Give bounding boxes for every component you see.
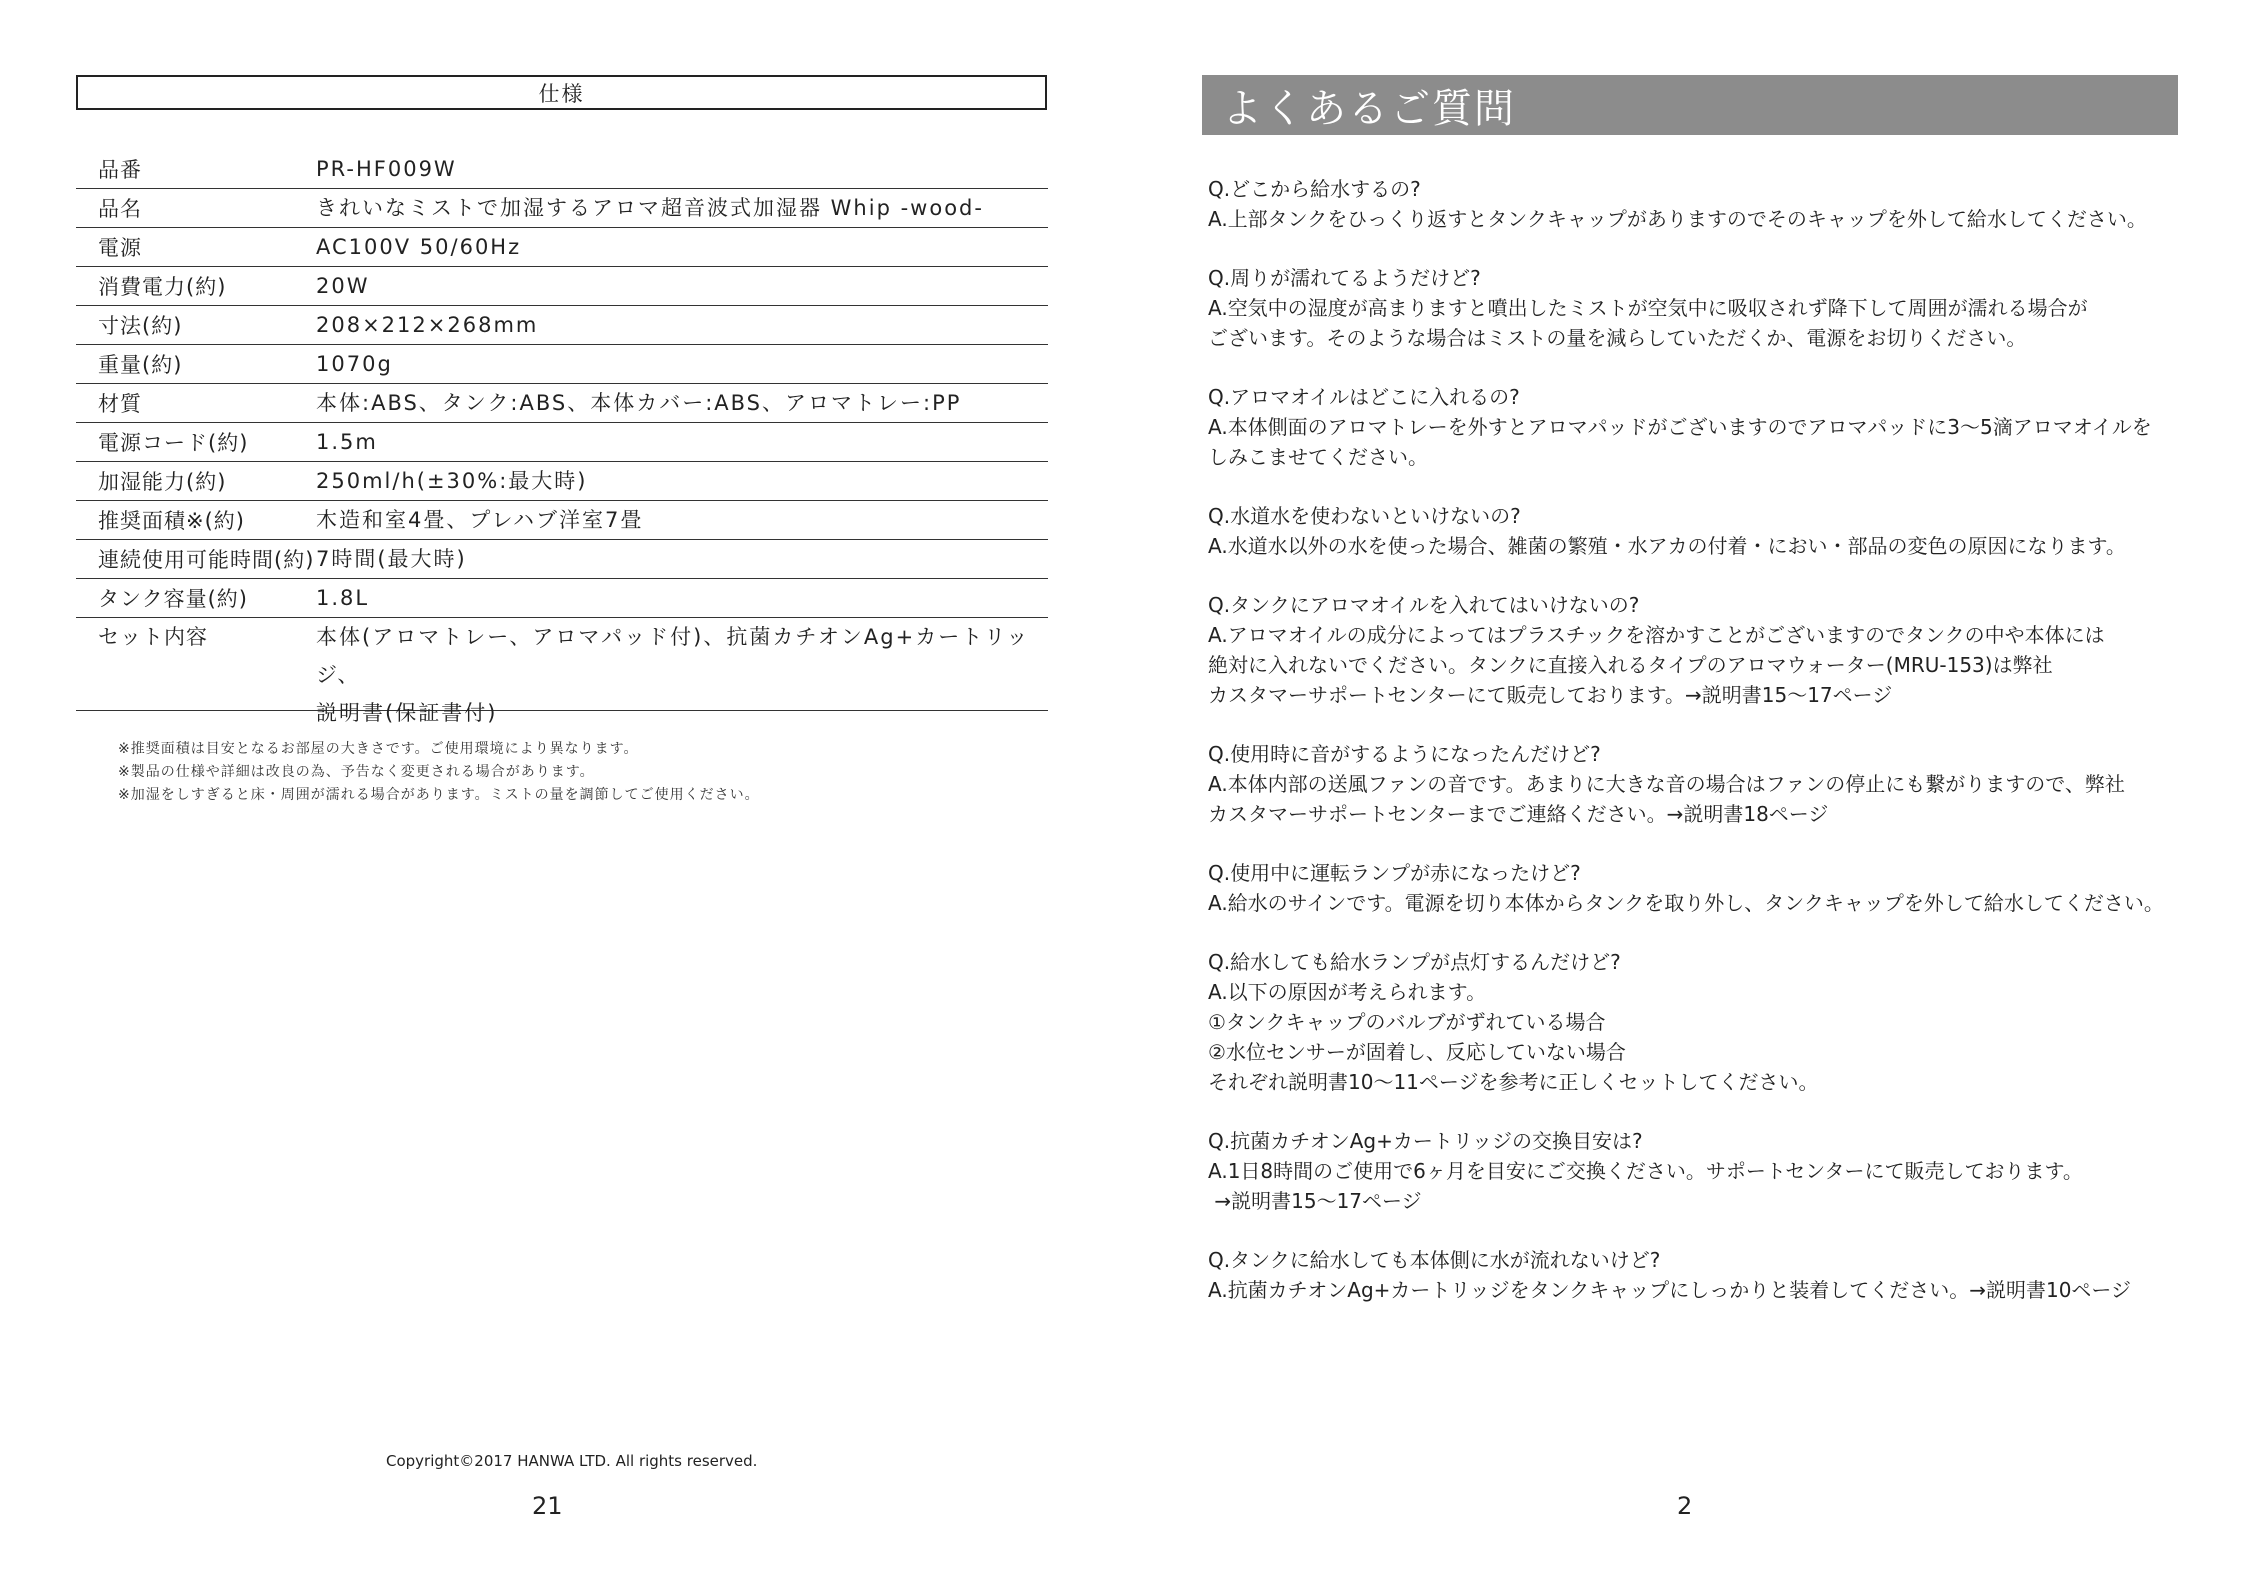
answer-line: ②水位センサーが固着し、反応していない場合 <box>1208 1040 1626 1064</box>
spec-label: 消費電力(約) <box>98 275 227 299</box>
faq-item <box>1208 590 2188 710</box>
faq-question: Q.タンクに給水しても本体側に水が流れないけど? <box>1208 1248 1661 1272</box>
faq-header: よくあるご質問 <box>1202 75 2178 135</box>
spec-value: きれいなミストで加湿するアロマ超音波式加湿器 Whip -wood- <box>316 196 984 220</box>
spec-row <box>76 384 1048 423</box>
right-page <box>1122 0 2245 1587</box>
spec-value: 7時間(最大時) <box>316 547 467 571</box>
spec-label: 品番 <box>98 158 142 182</box>
spec-value: 1.8L <box>316 586 370 610</box>
faq-answer <box>1208 293 2188 353</box>
faq-question: Q.アロマオイルはどこに入れるの? <box>1208 385 1520 409</box>
spec-label: 品名 <box>98 197 142 221</box>
set-contents-line: 本体(アロマトレー、アロマパッド付)、抗菌カチオンAg+カートリッジ、 <box>316 625 1030 687</box>
footnote: ※推奨面積は目安となるお部屋の大きさです。ご使用環境により異なります。 <box>118 741 639 757</box>
answer-line: しみこませてください。 <box>1208 445 1428 469</box>
answer-line: A.本体内部の送風ファンの音です。あまりに大きな音の場合はファンの停止にも繋がりますので、弊社 <box>1208 772 2125 796</box>
answer-line: カスタマーサポートセンターにて販売しております。→説明書15〜17ページ <box>1208 683 1893 707</box>
answer-line: A.アロマオイルの成分によってはプラスチックを溶かすことがございますのでタンクの中や本体には <box>1208 623 2105 647</box>
spec-label: 加湿能力(約) <box>98 470 227 494</box>
spec-row <box>76 306 1048 345</box>
faq-list <box>1208 174 2188 1334</box>
faq-item <box>1208 174 2188 234</box>
spec-label: 連続使用可能時間(約) <box>98 548 315 572</box>
spec-label: 電源 <box>98 236 142 260</box>
faq-answer <box>1208 1156 2188 1216</box>
spec-row <box>76 423 1048 462</box>
faq-item <box>1208 858 2188 918</box>
answer-line: カスタマーサポートセンターまでご連絡ください。→説明書18ページ <box>1208 802 1829 826</box>
spec-value <box>316 618 1048 732</box>
spec-value: 250ml/h(±30%:最大時) <box>316 469 588 493</box>
faq-answer <box>1208 977 2188 1097</box>
spec-label: 材質 <box>98 392 142 416</box>
faq-question: Q.水道水を使わないといけないの? <box>1208 504 1521 528</box>
spec-row-set-contents <box>76 618 1048 725</box>
faq-question: Q.使用中に運転ランプが赤になったけど? <box>1208 861 1581 885</box>
left-page <box>0 0 1122 1587</box>
faq-question: Q.給水しても給水ランプが点灯するんだけど? <box>1208 950 1621 974</box>
faq-item <box>1208 947 2188 1097</box>
spec-row <box>76 345 1048 384</box>
faq-answer <box>1208 620 2188 710</box>
spec-value: 木造和室4畳、プレハブ洋室7畳 <box>316 508 644 532</box>
answer-line: A.1日8時間のご使用で6ヶ月を目安にご交換ください。サポートセンターにて販売しております。 <box>1208 1159 2083 1183</box>
spec-label: 重量(約) <box>98 353 183 377</box>
answer-line: A.給水のサインです。電源を切り本体からタンクを取り外し、タンクキャップを外して給水してください。 <box>1208 891 2164 915</box>
faq-answer <box>1208 769 2188 829</box>
answer-line: それぞれ説明書10〜11ページを参考に正しくセットしてください。 <box>1208 1070 1819 1094</box>
answer-line: →説明書15〜17ページ <box>1208 1189 1422 1213</box>
faq-answer <box>1208 1275 2188 1305</box>
spec-value: 208×212×268mm <box>316 313 539 337</box>
faq-question: Q.どこから給水するの? <box>1208 177 1421 201</box>
faq-item <box>1208 1245 2188 1305</box>
spec-table <box>76 150 1048 725</box>
faq-question: Q.抗菌カチオンAg+カートリッジの交換目安は? <box>1208 1129 1643 1153</box>
answer-line: ございます。そのような場合はミストの量を減らしていただくか、電源をお切りください。 <box>1208 326 2027 350</box>
faq-question: Q.周りが濡れてるようだけど? <box>1208 266 1481 290</box>
spec-label: 推奨面積※(約) <box>98 509 245 533</box>
spec-row <box>76 228 1048 267</box>
spec-title: 仕様 <box>76 75 1047 110</box>
faq-item <box>1208 501 2188 561</box>
footnotes <box>118 738 760 807</box>
page-number: 21 <box>532 1492 563 1520</box>
spec-value: 20W <box>316 274 370 298</box>
faq-answer <box>1208 888 2188 918</box>
spec-value: 1.5m <box>316 430 378 454</box>
spec-label: セット内容 <box>98 625 208 649</box>
answer-line: A.以下の原因が考えられます。 <box>1208 980 1487 1004</box>
spec-row <box>76 189 1048 228</box>
spec-label: 電源コード(約) <box>98 431 249 455</box>
copyright: Copyright©2017 HANWA LTD. All rights reserved. <box>386 1452 758 1470</box>
faq-answer <box>1208 204 2188 234</box>
faq-item <box>1208 1126 2188 1216</box>
spec-row <box>76 501 1048 540</box>
spec-value: 1070g <box>316 352 393 376</box>
faq-question: Q.タンクにアロマオイルを入れてはいけないの? <box>1208 593 1640 617</box>
spec-row <box>76 579 1048 618</box>
spec-value: 本体:ABS、タンク:ABS、本体カバー:ABS、アロマトレー:PP <box>316 391 962 415</box>
answer-line: A.空気中の湿度が高まりますと噴出したミストが空気中に吸収されず降下して周囲が濡れる場合が <box>1208 296 2088 320</box>
answer-line: 絶対に入れないでください。タンクに直接入れるタイプのアロマウォーター(MRU-153)は弊社 <box>1208 653 2053 677</box>
spec-row <box>76 150 1048 189</box>
faq-item <box>1208 382 2188 472</box>
spec-label: タンク容量(約) <box>98 587 248 611</box>
answer-line: A.上部タンクをひっくり返すとタンクキャップがありますのでそのキャップを外して給水してください。 <box>1208 207 2147 231</box>
spec-row <box>76 540 1048 579</box>
answer-line: ①タンクキャップのバルブがずれている場合 <box>1208 1010 1606 1034</box>
faq-item <box>1208 263 2188 353</box>
faq-item <box>1208 739 2188 829</box>
spec-row <box>76 267 1048 306</box>
answer-line: A.本体側面のアロマトレーを外すとアロマパッドがございますのでアロマパッドに3〜5滴アロマオイルを <box>1208 415 2152 439</box>
spec-value: AC100V 50/60Hz <box>316 235 522 259</box>
answer-line: A.水道水以外の水を使った場合、雑菌の繁殖・水アカの付着・におい・部品の変色の原因になります。 <box>1208 534 2126 558</box>
spec-label: 寸法(約) <box>98 314 183 338</box>
faq-question: Q.使用時に音がするようになったんだけど? <box>1208 742 1601 766</box>
set-contents-line: 説明書(保証書付) <box>316 701 498 725</box>
footnote: ※製品の仕様や詳細は改良の為、予告なく変更される場合があります。 <box>118 764 595 780</box>
spec-row <box>76 462 1048 501</box>
answer-line: A.抗菌カチオンAg+カートリッジをタンクキャップにしっかりと装着してください。→説明書10ページ <box>1208 1278 2132 1302</box>
faq-answer <box>1208 412 2188 472</box>
page-number: 2 <box>1677 1492 1693 1520</box>
footnote: ※加湿をしすぎると床・周囲が濡れる場合があります。ミストの量を調節してご使用ください。 <box>118 787 760 803</box>
spec-value: PR-HF009W <box>316 157 457 181</box>
faq-answer <box>1208 531 2188 561</box>
